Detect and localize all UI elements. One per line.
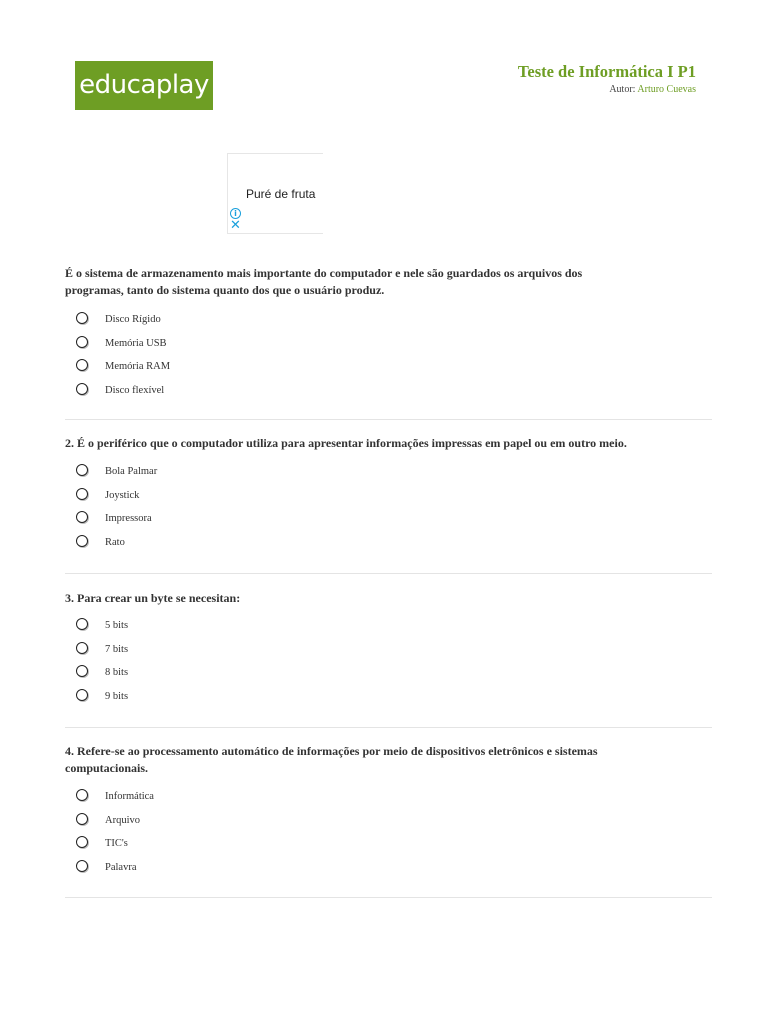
option-label[interactable]: Palavra (105, 862, 137, 874)
option-item[interactable] (65, 836, 712, 860)
divider (65, 897, 712, 898)
radio-button[interactable] (76, 860, 88, 872)
option-item[interactable] (65, 488, 712, 512)
radio-button[interactable] (76, 618, 88, 630)
option-label[interactable]: Joystick (105, 489, 140, 501)
info-icon[interactable]: i (230, 208, 241, 219)
radio-button[interactable] (76, 383, 88, 395)
author-link[interactable]: Arturo Cuevas (637, 84, 696, 95)
radio-button[interactable] (76, 488, 88, 500)
radio-button[interactable] (76, 464, 88, 476)
quiz-header (518, 62, 696, 95)
option-item[interactable] (65, 789, 712, 813)
question-2 (65, 435, 712, 559)
radio-button[interactable] (76, 535, 88, 547)
question-text: 4. Refere-se ao processamento automático de informações por meio de dispositivos eletrônicos e sistemas computacionais. (65, 744, 598, 775)
option-item[interactable] (65, 312, 712, 336)
radio-button[interactable] (76, 665, 88, 677)
option-label[interactable]: Informática (105, 791, 154, 802)
radio-button[interactable] (76, 689, 88, 701)
radio-button[interactable] (76, 642, 88, 654)
option-label[interactable]: 7 bits (105, 643, 129, 655)
option-item[interactable] (65, 860, 712, 884)
option-item[interactable] (65, 383, 712, 407)
educaplay-logo[interactable]: educaplay (75, 61, 213, 110)
option-label[interactable]: 5 bits (105, 620, 129, 631)
question-1 (65, 265, 712, 407)
option-label[interactable]: Disco flexível (105, 385, 165, 397)
option-item[interactable] (65, 464, 712, 488)
option-label[interactable]: 8 bits (105, 667, 129, 679)
question-text: 3. Para crear un byte se necesitan: (65, 591, 241, 605)
radio-button[interactable] (76, 511, 88, 523)
ad-banner[interactable] (227, 153, 323, 234)
option-item[interactable] (65, 689, 712, 713)
options-list (65, 789, 712, 884)
options-list (65, 464, 712, 559)
option-label[interactable]: Impressora (105, 513, 152, 525)
option-label[interactable]: Disco Rígido (105, 314, 161, 325)
quiz-title: Teste de Informática I P1 (517, 62, 696, 81)
option-label[interactable]: Memória RAM (105, 361, 171, 373)
close-icon[interactable]: ✕ (230, 218, 241, 233)
radio-button[interactable] (76, 359, 88, 371)
option-label[interactable]: Rato (105, 537, 125, 549)
option-item[interactable] (65, 535, 712, 559)
author-line (518, 84, 696, 95)
radio-button[interactable] (76, 813, 88, 825)
option-item[interactable] (65, 618, 712, 642)
options-list (65, 618, 712, 713)
question-3 (65, 590, 712, 713)
divider (65, 727, 712, 728)
ad-text[interactable]: Puré de fruta (246, 187, 316, 201)
options-list (65, 312, 712, 407)
option-label[interactable]: Bola Palmar (105, 466, 158, 477)
radio-button[interactable] (76, 836, 88, 848)
option-item[interactable] (65, 642, 712, 666)
option-item[interactable] (65, 336, 712, 360)
question-text: 2. É o periférico que o computador utiliza para apresentar informações impressas em papel ou em outro meio. (65, 436, 627, 450)
option-label[interactable]: Memória USB (105, 337, 167, 349)
option-item[interactable] (65, 813, 712, 837)
radio-button[interactable] (76, 312, 88, 324)
radio-button[interactable] (76, 336, 88, 348)
option-item[interactable] (65, 665, 712, 689)
question-text: É o sistema de armazenamento mais importante do computador e nele são guardados os arquivos dos programas, tanto do sistema quanto dos que o usuário produz. (65, 266, 583, 297)
option-item[interactable] (65, 359, 712, 383)
option-label[interactable]: Arquivo (105, 814, 140, 826)
option-label[interactable]: 9 bits (105, 691, 129, 703)
option-label[interactable]: TIC's (105, 838, 128, 850)
author-label: Autor: (609, 84, 636, 95)
divider (65, 573, 712, 574)
question-4 (65, 743, 712, 884)
divider (65, 419, 712, 420)
radio-button[interactable] (76, 789, 88, 801)
option-item[interactable] (65, 511, 712, 535)
